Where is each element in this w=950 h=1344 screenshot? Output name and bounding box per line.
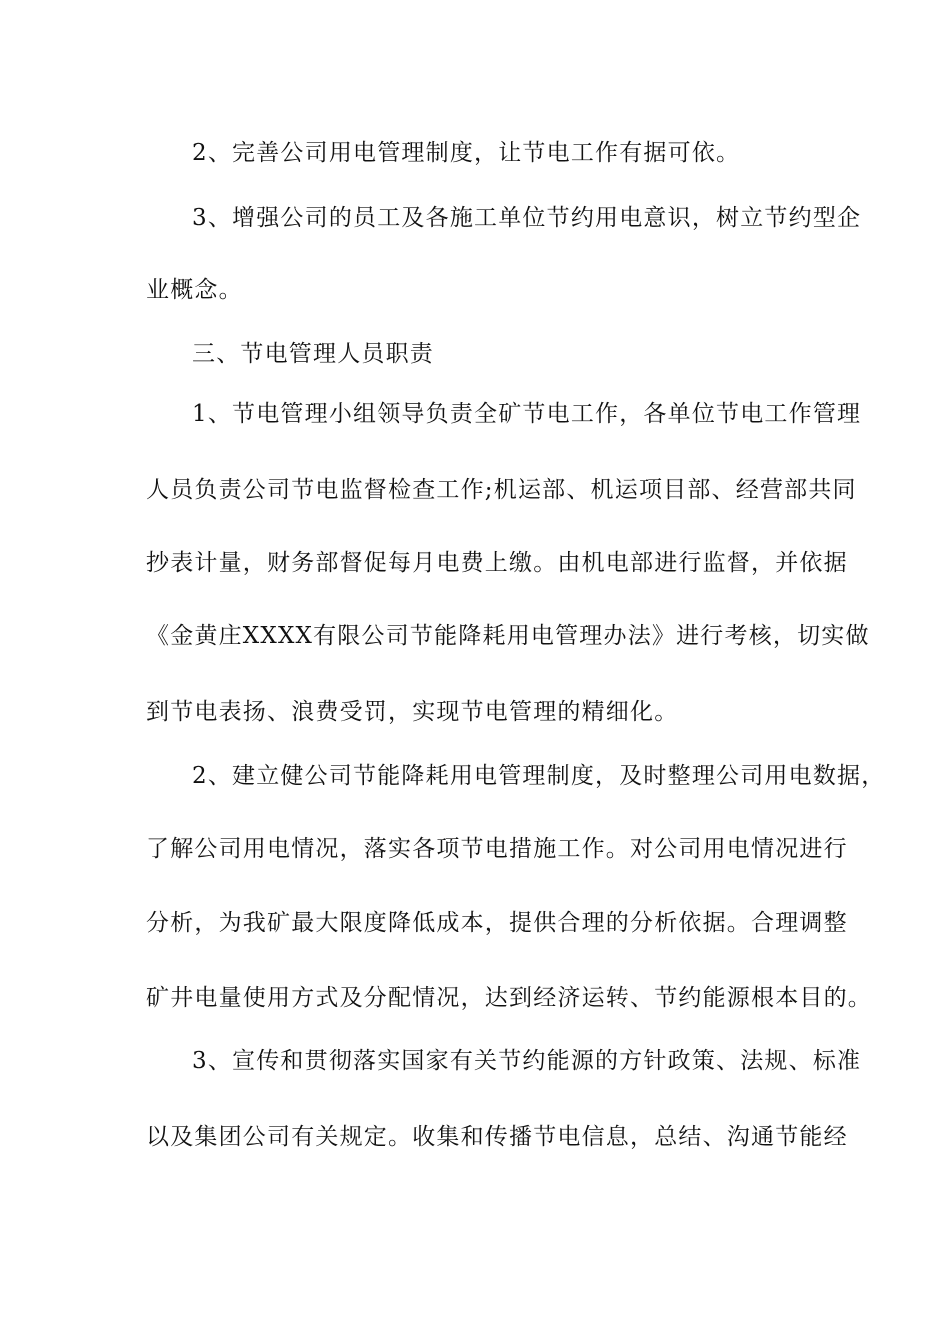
- paragraph-line: 到节电表扬、浪费受罚，实现节电管理的精细化。: [146, 699, 679, 725]
- paragraph-line: 1、节电管理小组领导负责全矿节电工作，各单位节电工作管理: [192, 401, 862, 427]
- paragraph-line: 3、增强公司的员工及各施工单位节约用电意识，树立节约型企: [192, 205, 862, 231]
- paragraph-line: 分析，为我矿最大限度降低成本，提供合理的分析依据。合理调整: [146, 910, 848, 936]
- paragraph-line: 2、建立健公司节能降耗用电管理制度，及时整理公司用电数据，: [192, 763, 886, 789]
- paragraph-line: 抄表计量，财务部督促每月电费上缴。由机电部进行监督，并依据: [146, 550, 848, 576]
- paragraph-line: 2、完善公司用电管理制度，让节电工作有据可依。: [192, 140, 741, 166]
- paragraph-line: 矿井电量使用方式及分配情况，达到经济运转、节约能源根本目的。: [146, 985, 872, 1011]
- paragraph-line: 《金黄庄XXXX有限公司节能降耗用电管理办法》进行考核，切实做: [146, 623, 870, 649]
- section-heading: 三、节电管理人员职责: [192, 341, 434, 367]
- paragraph-line: 3、宣传和贯彻落实国家有关节约能源的方针政策、法规、标准: [192, 1048, 862, 1074]
- paragraph-line: 了解公司用电情况，落实各项节电措施工作。对公司用电情况进行: [146, 836, 848, 862]
- paragraph-line: 业概念。: [146, 277, 243, 303]
- paragraph-line: 以及集团公司有关规定。收集和传播节电信息，总结、沟通节能经: [146, 1124, 848, 1150]
- paragraph-line: 人员负责公司节电监督检查工作;机运部、机运项目部、经营部共同: [146, 477, 857, 503]
